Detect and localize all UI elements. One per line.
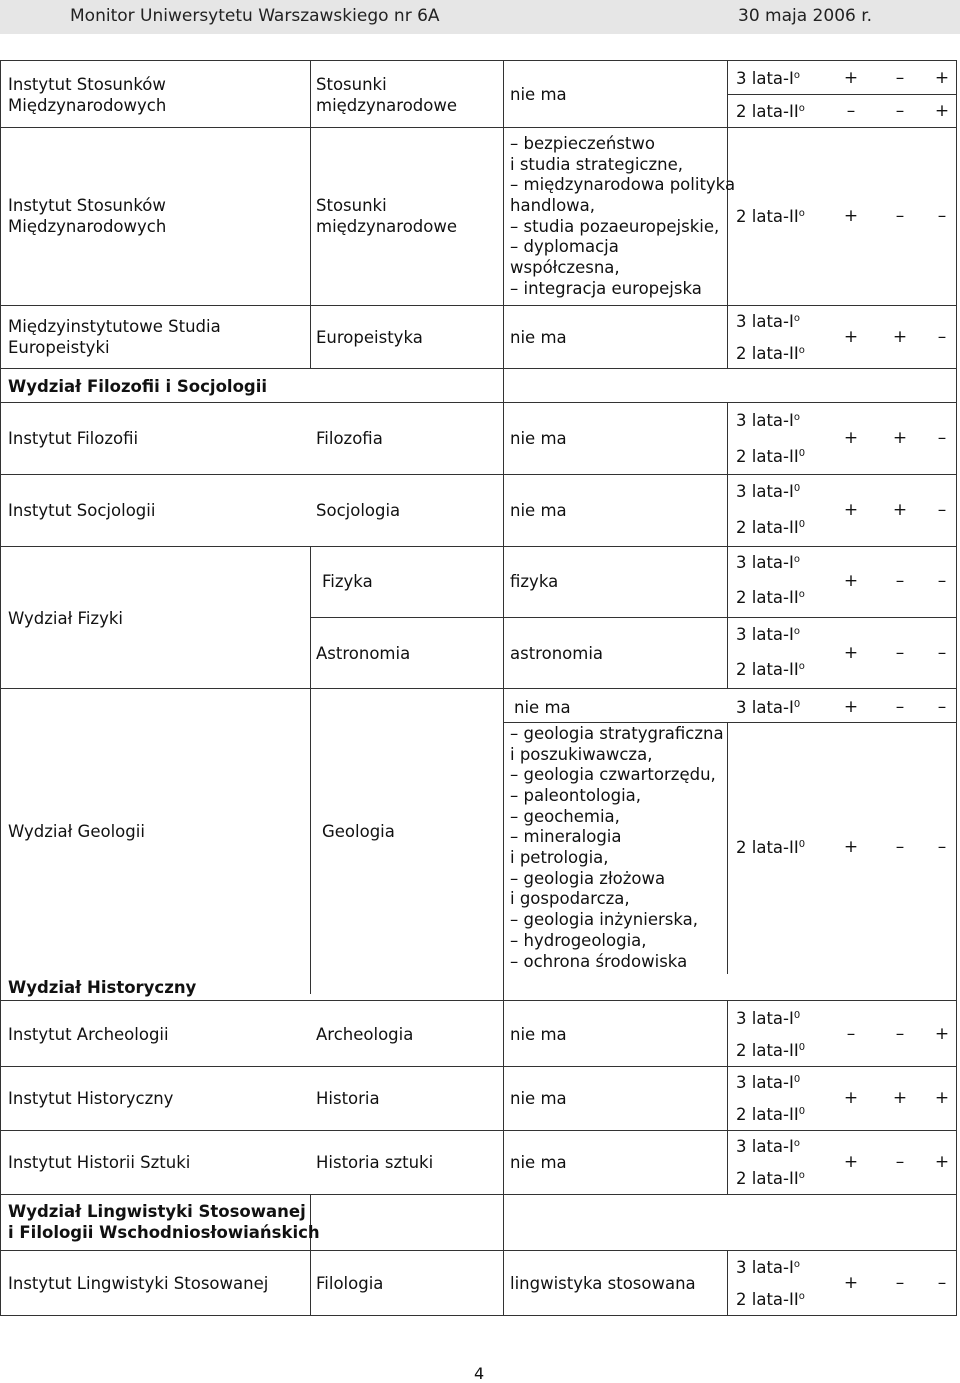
- mark: +: [934, 1152, 950, 1172]
- field-name: Geologia: [322, 822, 395, 841]
- field-name: Historia sztuki: [316, 1153, 434, 1172]
- mark: +: [843, 206, 859, 226]
- mark: –: [895, 1024, 905, 1044]
- mark: +: [843, 643, 859, 663]
- field-name: Filologia: [316, 1274, 384, 1293]
- unit-name: Instytut Historii Sztuki: [8, 1153, 191, 1172]
- mark: –: [937, 428, 947, 448]
- study-level: 2 lata-$II^0$: [736, 1041, 806, 1060]
- mark: –: [895, 643, 905, 663]
- mark: –: [895, 206, 905, 226]
- field-name: Socjologia: [316, 501, 401, 520]
- specialization: – studia pozaeuropejskie,: [510, 217, 720, 236]
- study-level: 3 lata-$I^o$: [736, 1258, 800, 1277]
- study-level: 3 lata-$I^o$: [736, 553, 800, 572]
- mark: +: [843, 1273, 859, 1293]
- mark: +: [892, 500, 908, 520]
- specialization: fizyka: [510, 572, 559, 591]
- mark: +: [843, 68, 859, 88]
- study-level: 2 lata-$II^0$: [736, 838, 806, 857]
- unit-name: Wydział Fizyki: [8, 609, 123, 628]
- specialization: – integracja europejska: [510, 279, 702, 298]
- mark: –: [937, 500, 947, 520]
- mark: +: [843, 571, 859, 591]
- specialization: i petrologia,: [510, 848, 609, 867]
- study-level: 2 lata-$II^o$: [736, 207, 805, 226]
- unit-name: Instytut Stosunków: [8, 75, 166, 94]
- mark: +: [892, 428, 908, 448]
- unit-name: Europeistyki: [8, 338, 110, 357]
- mark: –: [895, 1273, 905, 1293]
- mark: –: [895, 1152, 905, 1172]
- field-name: Fizyka: [322, 572, 373, 591]
- mark: +: [892, 1088, 908, 1108]
- faculty-heading: Wydział Lingwistyki Stosowanej: [8, 1202, 306, 1221]
- study-level: 2 lata-$II^0$: [736, 1105, 806, 1124]
- mark: –: [895, 571, 905, 591]
- specialization: – dyplomacja: [510, 237, 619, 256]
- unit-name: Międzynarodowych: [8, 96, 167, 115]
- specialization: lingwistyka stosowana: [510, 1274, 696, 1293]
- study-level: 2 lata-$II^0$: [736, 518, 806, 537]
- unit-name: Międzyinstytutowe Studia: [8, 317, 221, 336]
- specialization: współczesna,: [510, 258, 620, 277]
- mark: +: [934, 68, 950, 88]
- specialization: nie ma: [510, 1153, 567, 1172]
- specialization: – mineralogia: [510, 827, 622, 846]
- specialization: – geologia złożowa: [510, 869, 666, 888]
- study-level: 2 lata-$II^o$: [736, 660, 805, 679]
- specialization: nie ma: [510, 1089, 567, 1108]
- study-level: 2 lata-$II^o$: [736, 588, 805, 607]
- study-level: 3 lata-$I^0$: [736, 1073, 801, 1092]
- mark: +: [934, 101, 950, 121]
- mark: –: [937, 1273, 947, 1293]
- mark: +: [843, 428, 859, 448]
- field-name: Europeistyka: [316, 328, 423, 347]
- mark: +: [934, 1024, 950, 1044]
- mark: –: [937, 327, 947, 347]
- page-number: 4: [474, 1364, 485, 1383]
- mark: –: [846, 1024, 856, 1044]
- specialization: – geochemia,: [510, 807, 620, 826]
- unit-name: Instytut Stosunków: [8, 196, 166, 215]
- unit-name: Międzynarodowych: [8, 217, 167, 236]
- unit-name: Instytut Filozofii: [8, 429, 139, 448]
- study-level: 3 lata-$I^0$: [736, 1009, 801, 1028]
- mark: +: [843, 1088, 859, 1108]
- specialization: – hydrogeologia,: [510, 931, 647, 950]
- specialization: – geologia czwartorzędu,: [510, 765, 716, 784]
- faculty-heading: Wydział Historyczny: [8, 978, 197, 997]
- mark: –: [937, 697, 947, 717]
- study-level: 2 lata-$II^o$: [736, 344, 805, 363]
- field-name: Historia: [316, 1089, 380, 1108]
- mark: +: [843, 327, 859, 347]
- specialization: i gospodarcza,: [510, 889, 630, 908]
- specialization: nie ma: [510, 1025, 567, 1044]
- field-name: Filozofia: [316, 429, 383, 448]
- study-level: 3 lata-$I^o$: [736, 625, 800, 644]
- study-level: 2 lata-$II^o$: [736, 102, 805, 121]
- field-name: Stosunki: [316, 75, 387, 94]
- mark: +: [934, 1088, 950, 1108]
- mark: +: [843, 500, 859, 520]
- mark: –: [937, 643, 947, 663]
- study-level: 3 lata-$I^0$: [736, 698, 801, 717]
- mark: –: [846, 101, 856, 121]
- faculty-heading: i Filologii Wschodniosłowiańskich: [8, 1223, 320, 1242]
- unit-name: Instytut Archeologii: [8, 1025, 169, 1044]
- mark: –: [895, 697, 905, 717]
- specialization: – bezpieczeństwo: [510, 134, 655, 153]
- specialization: nie ma: [514, 698, 571, 717]
- unit-name: Instytut Socjologii: [8, 501, 156, 520]
- publication-date: 30 maja 2006 r.: [738, 6, 873, 26]
- study-level: 3 lata-$I^o$: [736, 312, 800, 331]
- faculty-heading: Wydział Filozofii i Socjologii: [8, 377, 268, 396]
- unit-name: Wydział Geologii: [8, 822, 145, 841]
- study-level: 3 lata-$I^o$: [736, 69, 800, 88]
- field-name: międzynarodowe: [316, 96, 458, 115]
- study-level: 3 lata-$I^o$: [736, 1137, 800, 1156]
- mark: –: [895, 837, 905, 857]
- specialization: nie ma: [510, 429, 567, 448]
- specialization: nie ma: [510, 85, 567, 104]
- specialization: i poszukiwawcza,: [510, 745, 653, 764]
- mark: –: [895, 68, 905, 88]
- page-header: [0, 0, 960, 34]
- publication-title: Monitor Uniwersytetu Warszawskiego nr 6A: [70, 6, 440, 26]
- study-level: 2 lata-$II^o$: [736, 1169, 805, 1188]
- mark: –: [937, 206, 947, 226]
- study-level: 3 lata-$I^o$: [736, 411, 800, 430]
- specialization: – geologia stratygraficzna: [510, 724, 724, 743]
- unit-name: Instytut Historyczny: [8, 1089, 174, 1108]
- mark: +: [843, 1152, 859, 1172]
- study-level: 2 lata-$II^0$: [736, 447, 806, 466]
- field-name: międzynarodowe: [316, 217, 458, 236]
- mark: –: [895, 101, 905, 121]
- specialization: i studia strategiczne,: [510, 155, 683, 174]
- unit-name: Instytut Lingwistyki Stosowanej: [8, 1274, 269, 1293]
- specialization: – międzynarodowa polityka: [510, 175, 736, 194]
- study-level: 3 lata-$I^0$: [736, 482, 801, 501]
- mark: +: [843, 837, 859, 857]
- specialization: handlowa,: [510, 196, 596, 215]
- mark: –: [937, 837, 947, 857]
- study-level: 2 lata-$II^o$: [736, 1290, 805, 1309]
- specialization: – paleontologia,: [510, 786, 642, 805]
- field-name: Stosunki: [316, 196, 387, 215]
- field-name: Archeologia: [316, 1025, 414, 1044]
- specialization: nie ma: [510, 328, 567, 347]
- specialization: astronomia: [510, 644, 604, 663]
- specialization: – ochrona środowiska: [510, 952, 688, 971]
- field-name: Astronomia: [316, 644, 411, 663]
- mark: +: [892, 327, 908, 347]
- specialization: – geologia inżynierska,: [510, 910, 698, 929]
- mark: +: [843, 697, 859, 717]
- mark: –: [937, 571, 947, 591]
- specialization: nie ma: [510, 501, 567, 520]
